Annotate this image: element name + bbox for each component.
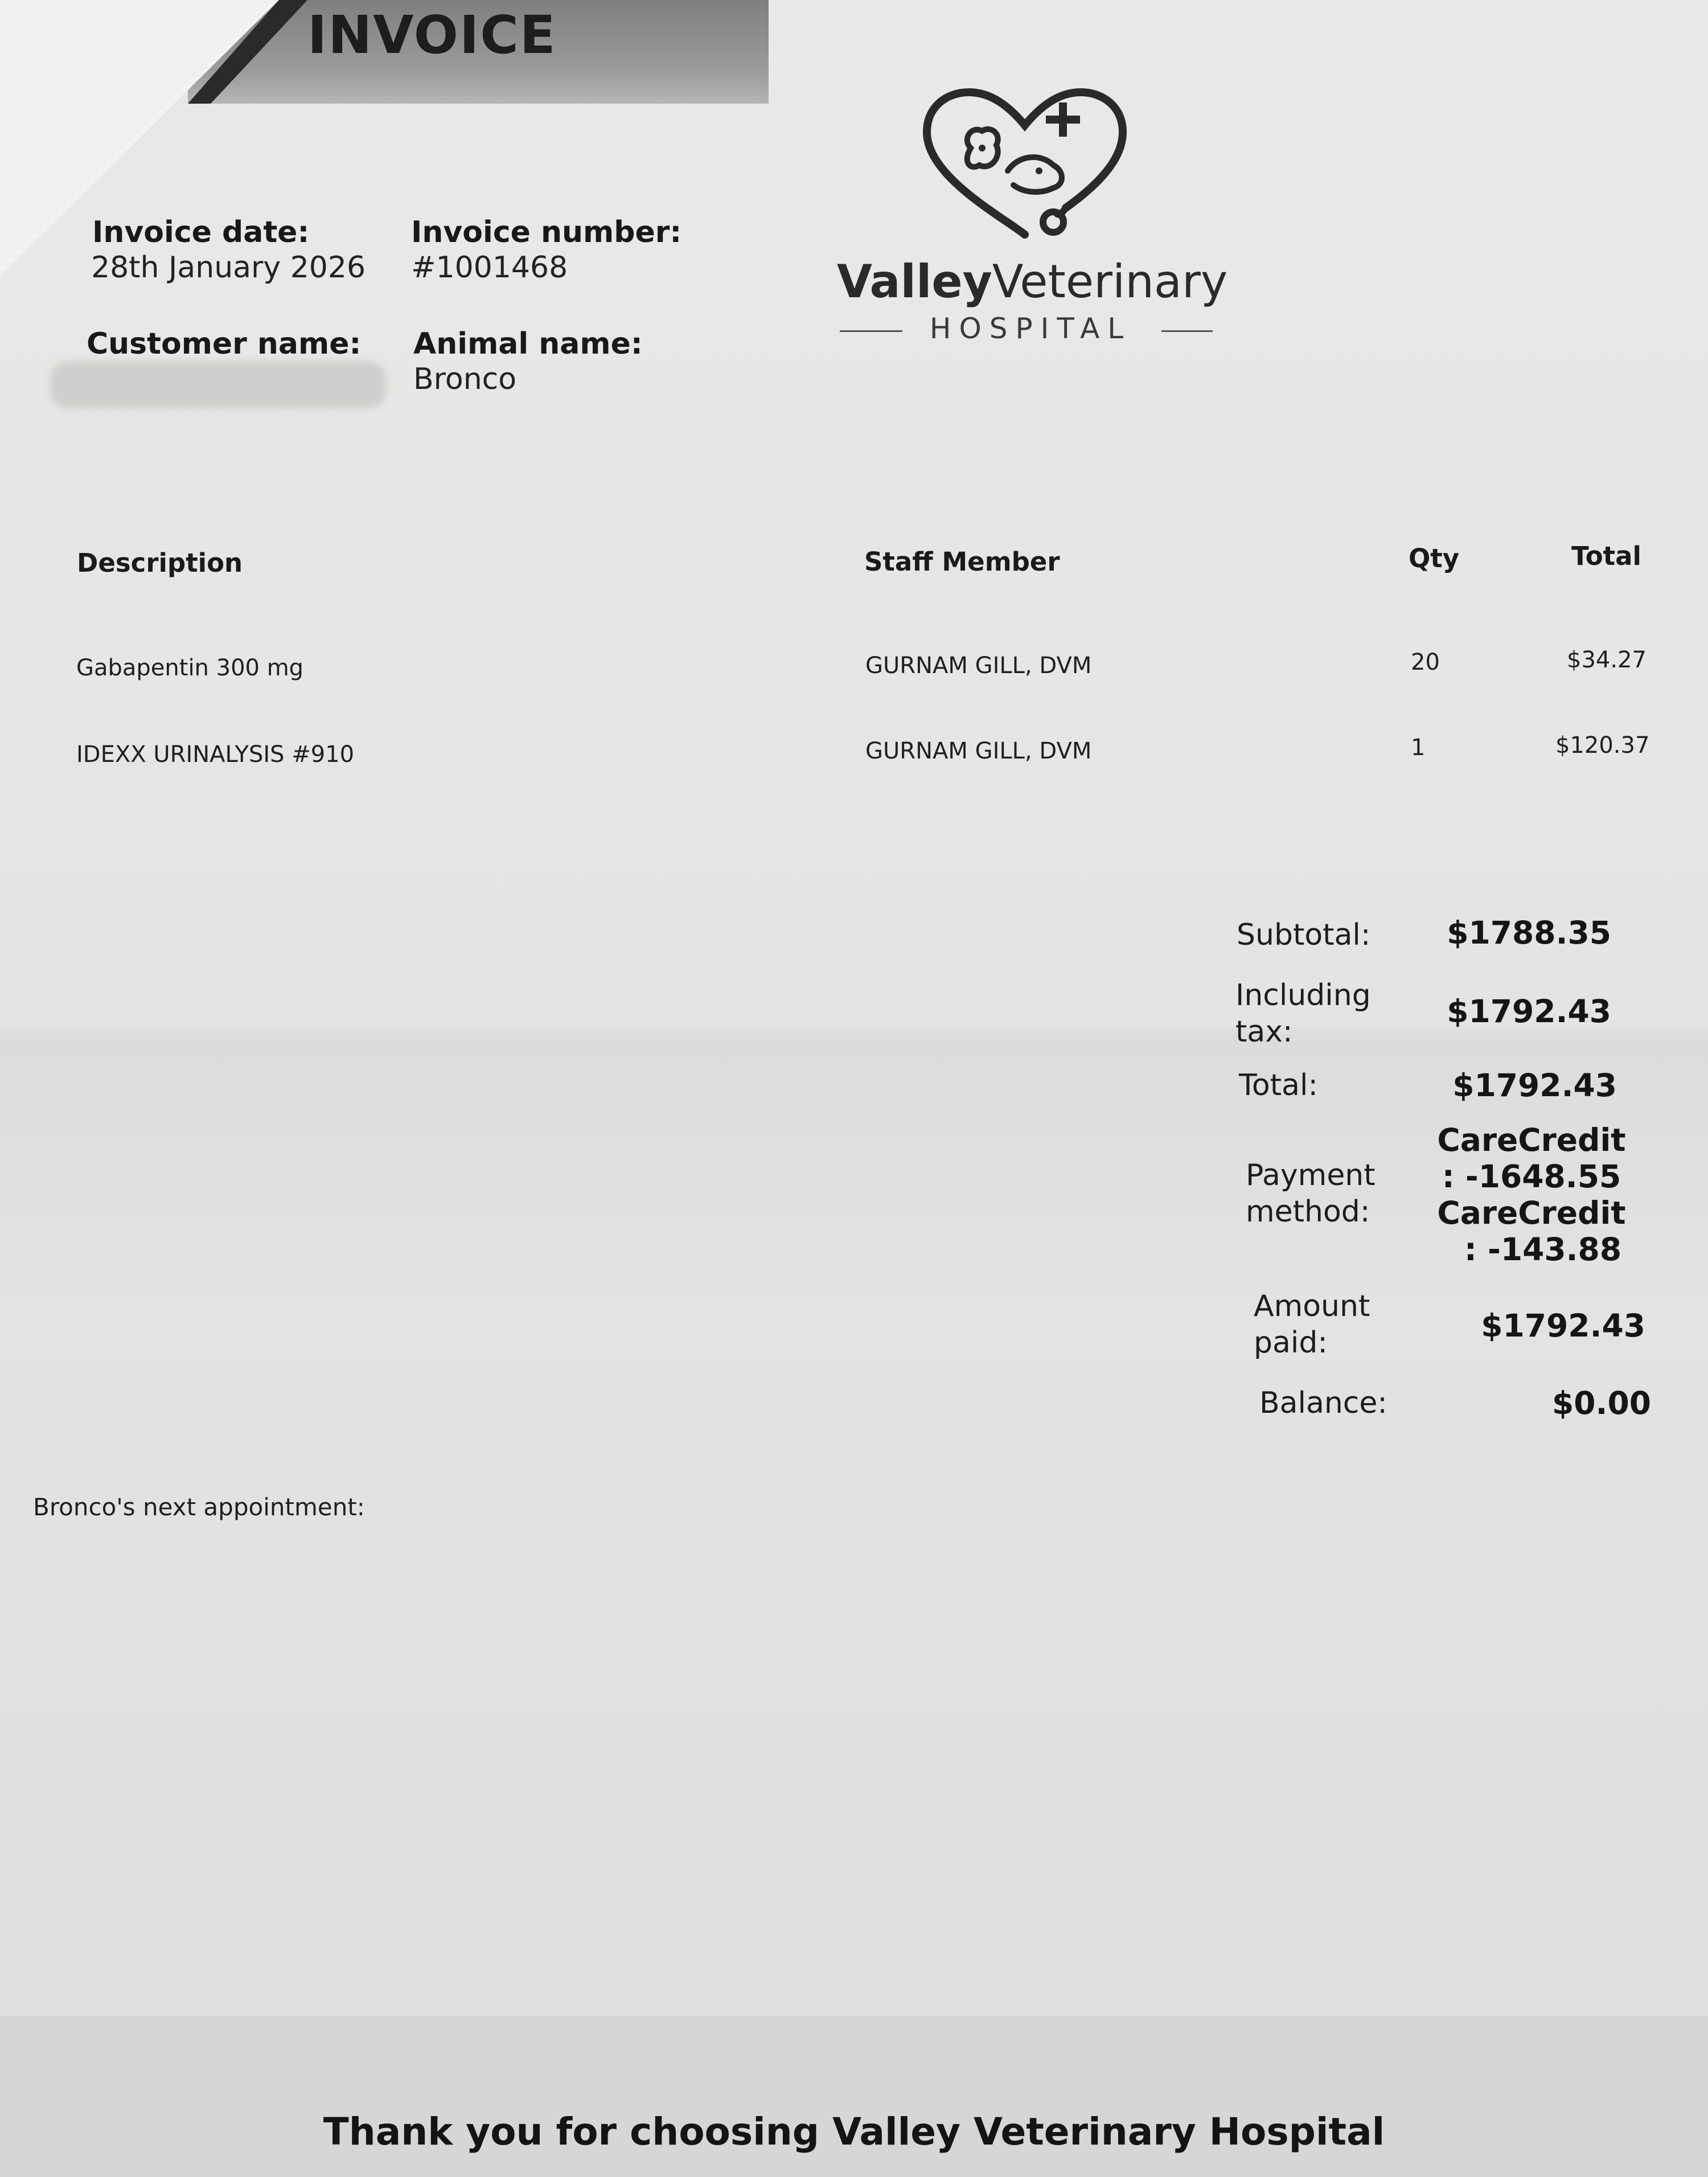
table-header-total: Total xyxy=(1571,541,1641,571)
heart-pets-stethoscope-icon xyxy=(917,85,1133,245)
payment-method-label: Payment method: xyxy=(1246,1158,1376,1229)
table-header-staff: Staff Member xyxy=(864,547,1060,577)
tax-value: $1792.43 xyxy=(1447,993,1611,1030)
amount-paid-label: Amount paid: xyxy=(1254,1289,1370,1360)
balance-value: $0.00 xyxy=(1552,1385,1651,1421)
table-header-qty: Qty xyxy=(1409,543,1460,573)
footer-thank-you: Thank you for choosing Valley Veterinary Hospital xyxy=(323,2110,1385,2154)
subtotal-value: $1788.35 xyxy=(1447,915,1611,951)
amount-paid-value: $1792.43 xyxy=(1481,1307,1645,1344)
invoice-title: INVOICE xyxy=(307,5,557,65)
invoice-number-label: Invoice number: xyxy=(411,215,682,249)
animal-name-value: Bronco xyxy=(413,362,517,396)
logo-wordmark: ValleyVeterinary xyxy=(837,255,1228,308)
table-row-2-total: $120.37 xyxy=(1555,732,1650,759)
table-row-1-qty: 20 xyxy=(1411,649,1440,675)
logo-divider-right xyxy=(1161,330,1213,332)
invoice-number-value: #1001468 xyxy=(411,251,568,285)
table-row-1-description: Gabapentin 300 mg xyxy=(76,655,304,681)
invoice-date-label: Invoice date: xyxy=(92,215,310,249)
logo-subtitle: HOSPITAL xyxy=(929,312,1132,345)
next-appointment-label: Bronco's next appointment: xyxy=(33,1493,365,1521)
table-header-description: Description xyxy=(77,548,243,578)
table-row-2-description: IDEXX URINALYSIS #910 xyxy=(76,741,355,768)
animal-name-label: Animal name: xyxy=(413,327,643,361)
table-row-2-staff: GURNAM GILL, DVM xyxy=(865,738,1092,764)
subtotal-label: Subtotal: xyxy=(1237,918,1371,952)
balance-label: Balance: xyxy=(1259,1386,1387,1420)
invoice-date-value: 28th January 2026 xyxy=(91,251,366,285)
table-row-1-staff: GURNAM GILL, DVM xyxy=(865,653,1092,679)
table-row-1-total: $34.27 xyxy=(1567,647,1647,673)
total-value: $1792.43 xyxy=(1452,1067,1617,1104)
payment-method-values: CareCredit : -1648.55 CareCredit : -143.88 xyxy=(1437,1122,1626,1268)
customer-name-redacted xyxy=(50,362,386,408)
tax-label: Including tax: xyxy=(1235,978,1371,1049)
customer-name-label: Customer name: xyxy=(87,327,362,361)
total-label: Total: xyxy=(1239,1068,1318,1102)
table-row-2-qty: 1 xyxy=(1411,735,1426,761)
